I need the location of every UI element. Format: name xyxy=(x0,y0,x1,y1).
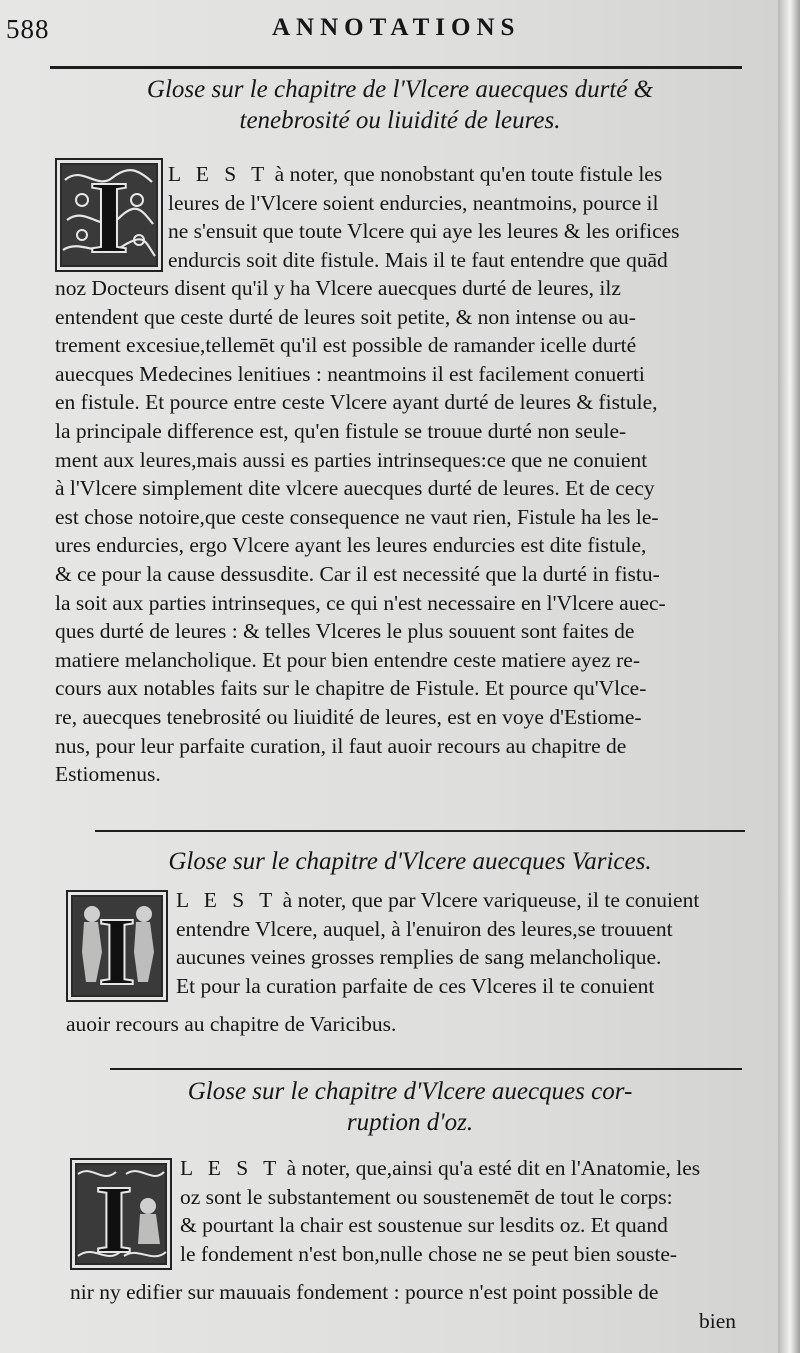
paragraph-1-body xyxy=(55,274,737,789)
paragraph-2-indented xyxy=(176,886,738,1000)
section-rule-2 xyxy=(95,830,745,832)
paragraph-1-line-17: ques durté de leures : & telles Vlceres le plus souuent sont faites de xyxy=(55,619,635,644)
paragraph-3-line-5: nir ny edifier sur mauuais fondement : pource n'est point possible de xyxy=(70,1280,659,1304)
paragraph-3-line-3: & pourtant la chair est soustenue sur lesdits oz. Et quand xyxy=(180,1213,668,1238)
paragraph-1-line-10: la principale difference est, qu'en fistule se trouue durté non seule- xyxy=(55,418,627,443)
paragraph-1-line-21: nus, pour leur parfaite curation, il faut auoir recours au chapitre de xyxy=(55,733,627,758)
paragraph-1-line-8: auecques Medecines lenitiues : neantmoins il est facilement conuerti xyxy=(55,361,645,386)
gloss-heading-3 xyxy=(80,1076,740,1138)
gloss-heading-2 xyxy=(80,846,740,877)
paragraph-1-line-6: entendent que ceste durté de leures soit petite, & non intense ou au- xyxy=(55,304,636,329)
paragraph-2-line-2: entendre Vlcere, auquel, à l'enuiron des leures,se trouuent xyxy=(176,916,673,941)
paragraph-3-line-1 xyxy=(180,1154,740,1183)
lead-caps-1: L E S T xyxy=(168,162,270,186)
paragraph-3-line-2: oz sont le substantement ou soustenemēt de tout le corps: xyxy=(180,1184,673,1209)
paragraph-3-indented xyxy=(180,1154,740,1268)
decorated-initial-3 xyxy=(70,1158,172,1270)
gloss-heading-3-line-1: Glose sur le chapitre d'Vlcere auecques cor- xyxy=(187,1078,633,1105)
paragraph-1-line-16: la soit aux parties intrinseques, ce qui n'est necessaire en l'Vlcere auec- xyxy=(55,590,666,615)
paragraph-1-line-11: ment aux leures,mais aussi es parties intrinseques:ce que ne conuient xyxy=(55,447,648,472)
paragraph-1-line-15: & ce pour la cause dessusdite. Car il est necessité que la durté in fistu- xyxy=(55,561,660,586)
paragraph-1-line-14: ures endurcies, ergo Vlcere ayant les leures endurcies est dite fistule, xyxy=(55,533,647,558)
paragraph-2-line-5: auoir recours au chapitre de Varicibus. xyxy=(66,1012,397,1036)
paragraph-2-line-3: aucunes veines grosses remplies de sang melancholique. xyxy=(176,945,662,970)
initial-letter-2: I xyxy=(97,898,137,1000)
lead-caps-3: L E S T xyxy=(180,1156,282,1180)
paragraph-1-line-4: endurcis soit dite fistule. Mais il te faut entendre que quād xyxy=(168,247,668,272)
paragraph-2-body xyxy=(66,1010,738,1039)
lead-caps-2: L E S T xyxy=(176,888,278,912)
page-edge-shadow xyxy=(778,0,800,1353)
page-number: 588 xyxy=(6,14,50,44)
paragraph-1-line-13: est chose notoire,que ceste consequence ne vaut rien, Fistule ha les le- xyxy=(55,504,659,529)
gloss-heading-2-line-1: Glose sur le chapitre d'Vlcere auecques Varices. xyxy=(168,848,652,875)
paragraph-1-line-9: en fistule. Et pource entre ceste Vlcere ayant durté de leures & fistule, xyxy=(55,390,658,415)
paragraph-1-line-3: ne s'ensuit que toute Vlcere qui aye les leures & les orifices xyxy=(168,219,680,244)
paragraph-1-line-7: trement excesiue,tellemēt qu'il est possible de ramander icelle durté xyxy=(55,333,637,358)
paragraph-3-line-4: le fondement n'est bon,nulle chose ne se peut bien souste- xyxy=(180,1241,678,1266)
section-rule-3 xyxy=(110,1068,742,1070)
running-head xyxy=(0,14,800,48)
decorated-initial-1 xyxy=(55,158,163,272)
gloss-heading-1-line-1: Glose sur le chapitre de l'Vlcere auecques durté & xyxy=(146,76,654,103)
paragraph-1-line-5: noz Docteurs disent qu'il y ha Vlcere auecques durté de leures, ilz xyxy=(55,276,621,300)
gloss-heading-1-line-2: tenebrosité ou liuidité de leures. xyxy=(239,107,561,134)
header-rule xyxy=(50,66,742,69)
paragraph-2-line-4: Et pour la curation parfaite de ces Vlceres il te conuient xyxy=(176,973,655,998)
decorated-initial-2 xyxy=(66,890,168,1002)
line-text: à noter, que nonobstant qu'en toute fistule les xyxy=(269,162,663,186)
paragraph-1-line-18: matiere melancholique. Et pour bien entendre ceste matiere ayez re- xyxy=(55,647,640,672)
line-text: à noter, que par Vlcere variqueuse, il te conuient xyxy=(277,888,700,912)
paragraph-1-line-1 xyxy=(168,160,736,189)
line-text: à noter, que,ainsi qu'a esté dit en l'Anatomie, les xyxy=(281,1156,701,1180)
paragraph-1-line-22: Estiomenus. xyxy=(55,762,161,787)
initial-letter-3: I xyxy=(94,1166,134,1268)
gloss-heading-1 xyxy=(60,74,740,136)
initial-letter-1: I xyxy=(88,160,130,270)
paragraph-1-indented xyxy=(168,160,736,274)
catchword: bien xyxy=(698,1308,736,1333)
paragraph-1-line-2: leures de l'Vlcere soient endurcies, neantmoins, pource il xyxy=(168,190,659,215)
paragraph-1-line-12: à l'Vlcere simplement dite vlcere auecques durté de leures. Et de cecy xyxy=(55,476,655,501)
gloss-heading-3-line-2: ruption d'oz. xyxy=(346,1109,474,1136)
paragraph-3-body xyxy=(70,1278,742,1335)
paragraph-1-line-19: cours aux notables faits sur le chapitre de Fistule. Et pource qu'Vlce- xyxy=(55,676,647,701)
paragraph-2-line-1 xyxy=(176,886,738,915)
paragraph-1-line-20: re, auecques tenebrosité ou liuidité de leures, est en voye d'Estiome- xyxy=(55,704,642,729)
running-title: ANNOTATIONS xyxy=(272,14,521,41)
